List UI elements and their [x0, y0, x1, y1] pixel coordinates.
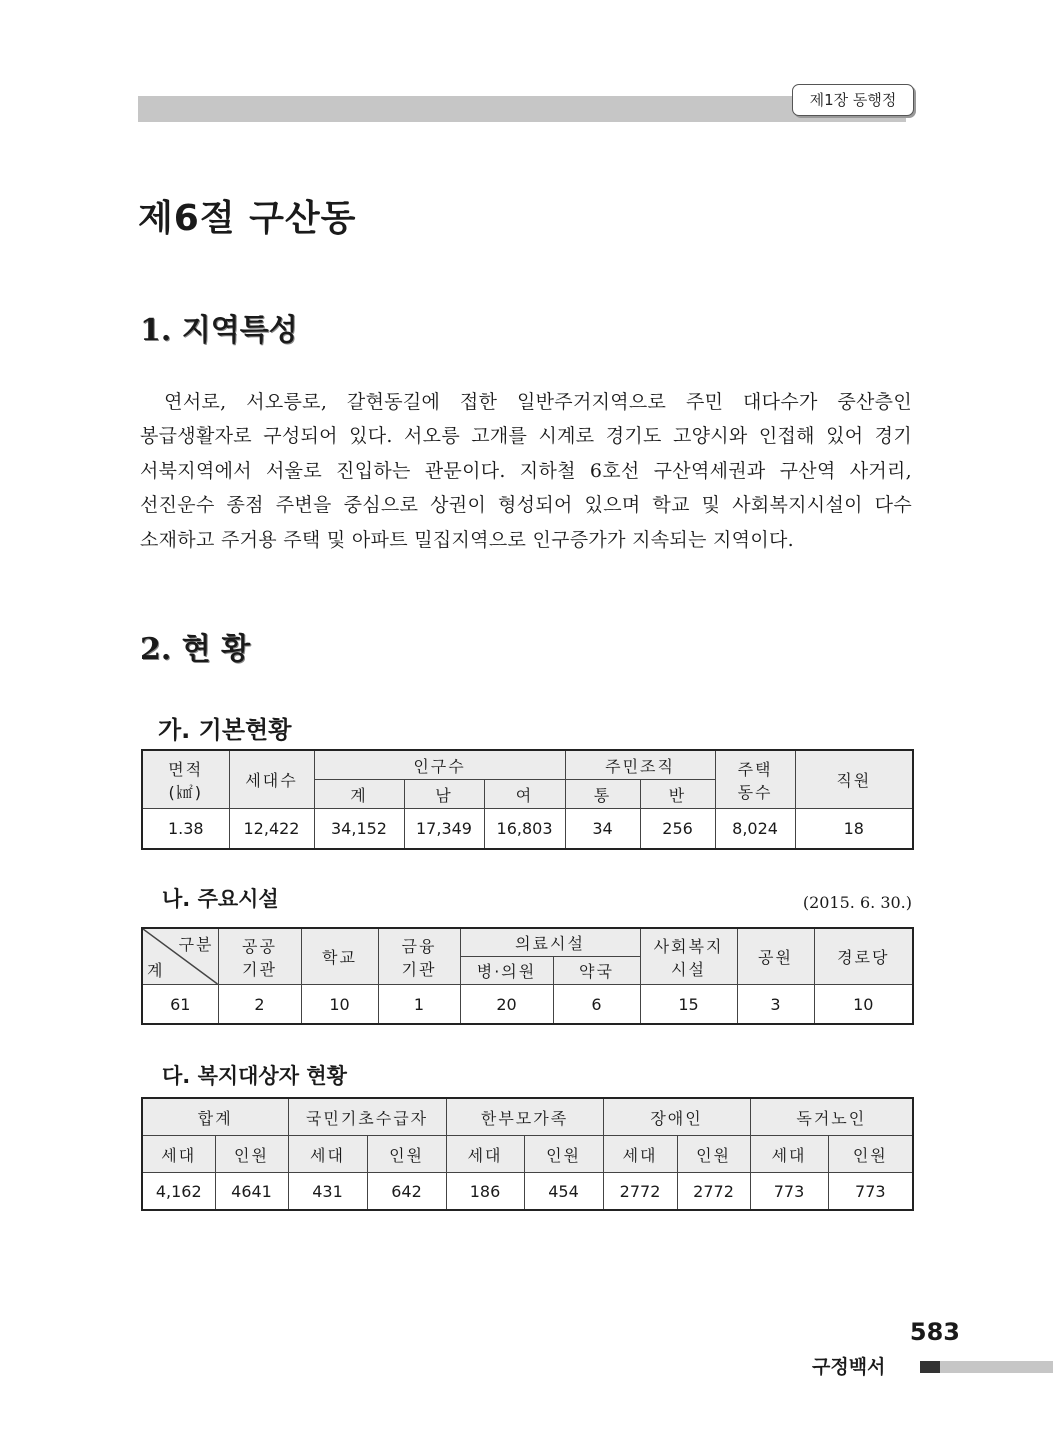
table-cell: 773	[828, 1173, 913, 1211]
finance-header-line1: 금융	[401, 936, 437, 956]
finance-header-line2: 기관	[401, 959, 437, 979]
facilities-table	[141, 927, 914, 1025]
welfare-facility-header	[640, 928, 737, 985]
table-cell: 10	[301, 985, 378, 1025]
category-diagonal-header	[142, 928, 218, 985]
welfare-facility-header-line2: 시설	[671, 959, 706, 979]
sub-household-header: 세대	[446, 1136, 524, 1173]
group-total-header: 합계	[142, 1098, 288, 1136]
pop-female-header: 여	[484, 780, 565, 809]
housing-header-line1: 주택	[737, 759, 773, 779]
status-heading: 2. 현 황	[140, 632, 251, 667]
housing-header-line2: 동수	[737, 782, 773, 802]
table-cell: 2	[218, 985, 301, 1025]
welfare-table	[141, 1097, 914, 1211]
as-of-date: (2015. 6. 30.)	[802, 893, 912, 912]
sub-household-header: 세대	[603, 1136, 677, 1173]
sub-person-header: 인원	[677, 1136, 750, 1173]
table-cell: 4,162	[142, 1173, 215, 1211]
basic-status-heading: 가. 기본현황	[158, 716, 292, 744]
table-cell: 12,422	[229, 809, 314, 850]
org-ban-header: 반	[640, 780, 715, 809]
group-single-parent-header: 한부모가족	[446, 1098, 603, 1136]
public-header	[218, 928, 301, 985]
table-cell: 8,024	[715, 809, 795, 850]
org-tong-header: 통	[565, 780, 640, 809]
region-heading: 1. 지역특성	[140, 313, 298, 348]
basic-status-table	[141, 749, 914, 850]
chapter-tab: 제1장 동행정	[792, 84, 914, 116]
table-cell: 61	[142, 985, 218, 1025]
table-cell: 10	[814, 985, 913, 1025]
facilities-heading: 나. 주요시설	[162, 887, 279, 911]
hospital-header: 병·의원	[460, 957, 553, 985]
public-header-line1: 공공	[242, 936, 277, 956]
table-cell: 16,803	[484, 809, 565, 850]
pop-male-header: 남	[404, 780, 484, 809]
finance-header	[378, 928, 460, 985]
table-cell: 186	[446, 1173, 524, 1211]
table-cell: 642	[367, 1173, 446, 1211]
pharmacy-header: 약국	[553, 957, 640, 985]
sub-person-header: 인원	[215, 1136, 288, 1173]
category-header: 구분	[178, 935, 214, 954]
section-title: 제6절 구산동	[138, 198, 357, 239]
sub-household-header: 세대	[750, 1136, 828, 1173]
table-cell: 6	[553, 985, 640, 1025]
table-cell: 18	[795, 809, 913, 850]
welfare-facility-header-line1: 사회복지	[653, 936, 724, 956]
footer-book-title: 구정백서	[812, 1356, 886, 1378]
public-header-line2: 기관	[242, 959, 277, 979]
sub-person-header: 인원	[524, 1136, 603, 1173]
table-cell: 1	[378, 985, 460, 1025]
households-header: 세대수	[229, 750, 314, 809]
housing-header	[715, 750, 795, 809]
pop-total-header: 계	[314, 780, 404, 809]
table-cell: 454	[524, 1173, 603, 1211]
school-header: 학교	[301, 928, 378, 985]
sub-person-header: 인원	[828, 1136, 913, 1173]
staff-header: 직원	[795, 750, 913, 809]
park-header: 공원	[737, 928, 814, 985]
sub-person-header: 인원	[367, 1136, 446, 1173]
table-cell: 15	[640, 985, 737, 1025]
footer-bar-light	[940, 1361, 1053, 1373]
table-cell: 20	[460, 985, 553, 1025]
sub-household-header: 세대	[288, 1136, 367, 1173]
senior-center-header: 경로당	[814, 928, 913, 985]
sub-household-header: 세대	[142, 1136, 215, 1173]
population-header: 인구수	[314, 750, 565, 780]
table-cell: 17,349	[404, 809, 484, 850]
table-cell: 2772	[677, 1173, 750, 1211]
table-cell: 256	[640, 809, 715, 850]
table-cell: 3	[737, 985, 814, 1025]
table-cell: 431	[288, 1173, 367, 1211]
page-number: 583	[909, 1318, 960, 1346]
area-header-line1: 면적	[168, 759, 204, 779]
table-cell: 34,152	[314, 809, 404, 850]
table-cell: 4641	[215, 1173, 288, 1211]
total-header: 계	[147, 961, 165, 980]
area-header-line2: (㎢)	[168, 782, 203, 802]
group-basic-recipient-header: 국민기초수급자	[288, 1098, 446, 1136]
group-elderly-alone-header: 독거노인	[750, 1098, 913, 1136]
medical-header: 의료시설	[460, 928, 640, 957]
table-cell: 1.38	[142, 809, 229, 850]
header-bar	[138, 96, 906, 122]
area-header	[142, 750, 229, 809]
table-cell: 773	[750, 1173, 828, 1211]
table-cell: 34	[565, 809, 640, 850]
footer-bar-dark	[920, 1361, 940, 1373]
org-header: 주민조직	[565, 750, 715, 780]
welfare-heading: 다. 복지대상자 현황	[162, 1064, 347, 1088]
region-paragraph: 연서로, 서오릉로, 갈현동길에 접한 일반주거지역으로 주민 대다수가 중산층인 봉급생활자로 구성되어 있다. 서오릉 고개를 시계로 경기도 고양시와 인접해 있어 경기 서북지역에서 서울로 진입하는 관문이다. 지하철 6호선 구산역세권과 구산역 사거리, 선진운수 종점 주변을 중심으로 상권이 형성되어 있으며 학교 및 사회복지시설이 다수 소재하고 주거용 주택 및 아파트 밀집지역으로 인구증가가 지속되는 지역이다.	[140, 391, 912, 551]
group-disabled-header: 장애인	[603, 1098, 750, 1136]
table-cell: 2772	[603, 1173, 677, 1211]
